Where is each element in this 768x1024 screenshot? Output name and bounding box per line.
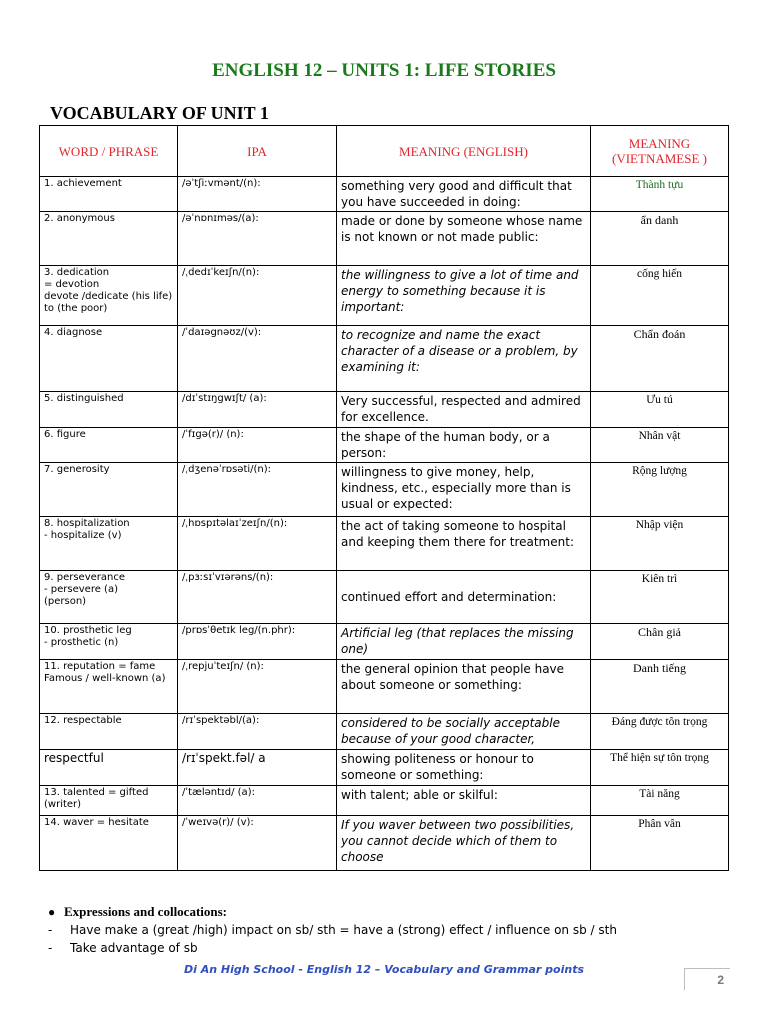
meaning-vietnamese-cell: Đáng được tôn trọng (591, 714, 729, 750)
table-row (40, 786, 729, 816)
meaning-vietnamese-cell: cống hiến (591, 266, 729, 326)
ipa-cell: /ˈtæləntɪd/ (a): (178, 786, 337, 816)
meaning-english-cell: the willingness to give a lot of time and energy to something because it is important: (337, 266, 591, 326)
word-cell: 10. prosthetic leg - prosthetic (n) (40, 624, 178, 660)
dash-icon: - (48, 941, 53, 955)
table-row (40, 266, 729, 326)
word-cell: 13. talented = gifted (writer) (40, 786, 178, 816)
meaning-vietnamese-cell: Nhập viện (591, 517, 729, 571)
table-row (40, 463, 729, 517)
column-header-meaning-vietnamese: MEANING (VIETNAMESE ) (591, 126, 729, 177)
table-row (40, 517, 729, 571)
ipa-cell: /ˌdedɪˈkeɪʃn/(n): (178, 266, 337, 326)
meaning-english-cell: with talent; able or skilful: (337, 786, 591, 816)
ipa-cell: /rɪˈspekt.fəl/ a (178, 750, 337, 786)
meaning-english-cell: the act of taking someone to hospital and keeping them there for treatment: (337, 517, 591, 571)
ipa-cell: /dɪˈstɪŋgwɪʃt/ (a): (178, 392, 337, 428)
expression-item-text: Take advantage of sb (70, 941, 198, 955)
word-cell: 1. achievement (40, 177, 178, 212)
ipa-cell: /prɒsˈθetɪk leg/(n.phr): (178, 624, 337, 660)
meaning-vietnamese-cell: Tài năng (591, 786, 729, 816)
meaning-vietnamese-cell: Danh tiếng (591, 660, 729, 714)
column-header-ipa: IPA (178, 126, 337, 177)
meaning-vietnamese-cell: ẩn danh (591, 212, 729, 266)
word-cell (40, 571, 178, 624)
expression-item-text: Have make a (great /high) impact on sb/ sth = have a (strong) effect / influence on sb / sth (70, 923, 617, 937)
meaning-english-cell: something very good and difficult that you have succeeded in doing: (337, 177, 591, 212)
table-header-row (40, 126, 729, 177)
word-cell: 12. respectable (40, 714, 178, 750)
word-cell: 14. waver = hesitate (40, 816, 178, 871)
ipa-cell: /ˌrepjuˈteɪʃn/ (n): (178, 660, 337, 714)
meaning-vietnamese-cell: Ưu tú (591, 392, 729, 428)
meaning-vietnamese-cell: Phân vân (591, 816, 729, 871)
meaning-vietnamese-cell: Nhân vật (591, 428, 729, 463)
ipa-cell: /ˌpɜːsɪˈvɪərəns/(n): (178, 571, 337, 624)
table-row (40, 177, 729, 212)
expressions-heading-text: Expressions and collocations: (64, 904, 228, 919)
word-cell: 4. diagnose (40, 326, 178, 392)
meaning-english-cell: showing politeness or honour to someone or something: (337, 750, 591, 786)
ipa-cell: /ˌhɒspɪtəlaɪˈzeɪʃn/(n): (178, 517, 337, 571)
word-cell: 2. anonymous (40, 212, 178, 266)
section-subtitle: VOCABULARY OF UNIT 1 (50, 103, 269, 123)
word-cell: 3. dedication = devotion devote /dedicate (his life) to (the poor) (40, 266, 178, 326)
expressions-section (48, 903, 728, 957)
table-row (40, 392, 729, 428)
ipa-cell: /rɪˈspektəbl/(a): (178, 714, 337, 750)
meaning-english-cell: the shape of the human body, or a person: (337, 428, 591, 463)
word-cell: 8. hospitalization - hospitalize (v) (40, 517, 178, 571)
dash-icon: - (48, 923, 53, 937)
ipa-cell: /ˈfɪgə(r)/ (n): (178, 428, 337, 463)
meaning-english-cell: considered to be socially acceptable because of your good character, (337, 714, 591, 750)
meaning-vietnamese-cell: Thể hiện sự tôn trọng (591, 750, 729, 786)
table-row (40, 660, 729, 714)
ipa-cell: /əˈnɒnɪməs/(a): (178, 212, 337, 266)
column-header-word: WORD / PHRASE (40, 126, 178, 177)
meaning-english-cell: willingness to give money, help, kindness, etc., especially more than is usual or expected: (337, 463, 591, 517)
table-row (40, 624, 729, 660)
expressions-heading (48, 903, 728, 921)
meaning-vietnamese-cell: Chân giả (591, 624, 729, 660)
table-row (40, 750, 729, 786)
ipa-cell: /ˈweɪvə(r)/ (v): (178, 816, 337, 871)
meaning-vietnamese-cell: Kiên trì (591, 571, 729, 624)
page-title: ENGLISH 12 – UNITS 1: LIFE STORIES (212, 60, 556, 81)
meaning-english-cell: Artificial leg (that replaces the missing one) (337, 624, 591, 660)
ipa-cell: /ˌdʒenəˈrɒsəti/(n): (178, 463, 337, 517)
meaning-english-cell: If you waver between two possibilities, you cannot decide which of them to choose (337, 816, 591, 871)
meaning-vietnamese-cell: Thành tựu (591, 177, 729, 212)
meaning-vietnamese-cell: Rộng lượng (591, 463, 729, 517)
word-cell: 7. generosity (40, 463, 178, 517)
expression-item (48, 939, 728, 957)
word-cell: 11. reputation = fame Famous / well-known (a) (40, 660, 178, 714)
column-header-meaning-english: MEANING (ENGLISH) (337, 126, 591, 177)
word-cell: 6. figure (40, 428, 178, 463)
table-row (40, 816, 729, 871)
page-number: 2 (684, 968, 730, 990)
meaning-english-cell: the general opinion that people have about someone or something: (337, 660, 591, 714)
word-cell: 5. distinguished (40, 392, 178, 428)
meaning-english-cell: continued effort and determination: (337, 571, 591, 624)
meaning-english-cell: Very successful, respected and admired for excellence. (337, 392, 591, 428)
meaning-vietnamese-cell: Chẩn đoán (591, 326, 729, 392)
word-cell: respectful (40, 750, 178, 786)
word-cell-text: 9. perseverance - persevere (a) (person) (44, 572, 125, 607)
ipa-cell: /əˈtʃiːvmənt/(n): (178, 177, 337, 212)
meaning-english-cell: made or done by someone whose name is not known or not made public: (337, 212, 591, 266)
vocabulary-table (39, 125, 729, 871)
ipa-cell: /ˈdaɪəgnəʊz/(v): (178, 326, 337, 392)
table-row (40, 571, 729, 624)
table-row (40, 428, 729, 463)
table-row (40, 326, 729, 392)
bullet-icon: ● (48, 905, 56, 919)
table-row (40, 212, 729, 266)
table-row (40, 714, 729, 750)
meaning-english-cell: to recognize and name the exact character of a disease or a problem, by examining it: (337, 326, 591, 392)
expression-item (48, 921, 728, 939)
page-footer: Di An High School - English 12 – Vocabulary and Grammar points (183, 963, 585, 976)
